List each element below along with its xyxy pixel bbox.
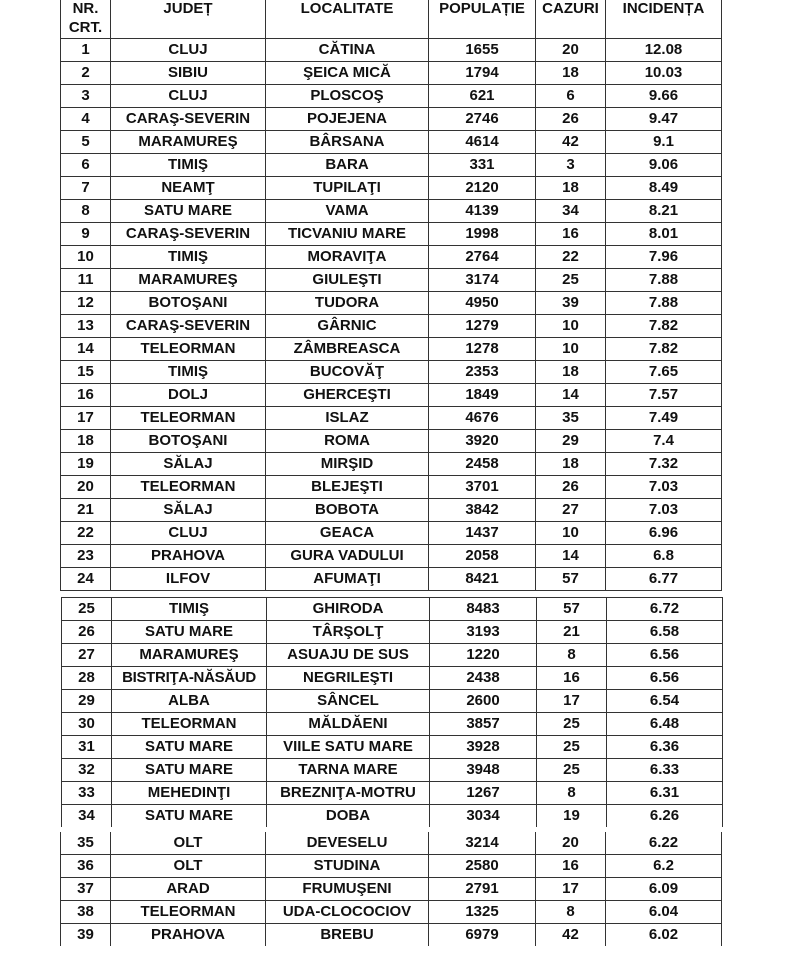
table-row <box>62 736 723 759</box>
cell-localitate: GHIRODA <box>267 598 430 621</box>
cell-cazuri: 42 <box>536 924 606 947</box>
cell-judet: OLT <box>111 855 266 878</box>
table-row <box>61 177 722 200</box>
cell-incidenta: 7.82 <box>606 315 722 338</box>
cell-judet: SATU MARE <box>111 200 266 223</box>
cell-incidenta: 7.4 <box>606 430 722 453</box>
cell-localitate: MORAVIŢA <box>266 246 429 269</box>
cell-judet: SIBIU <box>111 62 266 85</box>
cell-incidenta: 6.02 <box>606 924 722 947</box>
cell-judet: MEHEDINŢI <box>112 782 267 805</box>
cell-cazuri: 27 <box>536 499 606 522</box>
cell-incidenta: 6.8 <box>606 545 722 568</box>
cell-judet: CARAŞ-SEVERIN <box>111 108 266 131</box>
table-row <box>61 269 722 292</box>
cell-populatie: 3857 <box>430 713 537 736</box>
cell-cazuri: 20 <box>536 39 606 62</box>
cell-judet: PRAHOVA <box>111 545 266 568</box>
cell-incidenta: 6.26 <box>607 805 723 828</box>
cell-cazuri: 14 <box>536 384 606 407</box>
cell-populatie: 1325 <box>429 901 536 924</box>
cell-populatie: 621 <box>429 85 536 108</box>
cell-nr: 24 <box>61 568 111 591</box>
cell-populatie: 2580 <box>429 855 536 878</box>
cell-localitate: GURA VADULUI <box>266 545 429 568</box>
cell-nr: 12 <box>61 292 111 315</box>
cell-judet: ARAD <box>111 878 266 901</box>
cell-nr: 15 <box>61 361 111 384</box>
cell-judet: CARAŞ-SEVERIN <box>111 223 266 246</box>
cell-cazuri: 25 <box>537 759 607 782</box>
table-row <box>62 690 723 713</box>
cell-populatie: 3920 <box>429 430 536 453</box>
table-row <box>61 39 722 62</box>
cell-populatie: 1849 <box>429 384 536 407</box>
cell-incidenta: 6.31 <box>607 782 723 805</box>
cell-nr: 11 <box>61 269 111 292</box>
cell-judet: CLUJ <box>111 39 266 62</box>
table-row <box>61 430 722 453</box>
cell-judet: BOTOŞANI <box>111 430 266 453</box>
cell-populatie: 4676 <box>429 407 536 430</box>
cell-incidenta: 6.48 <box>607 713 723 736</box>
cell-incidenta: 6.04 <box>606 901 722 924</box>
cell-populatie: 3948 <box>430 759 537 782</box>
cell-localitate: AFUMAŢI <box>266 568 429 591</box>
cell-localitate: ŞEICA MICĂ <box>266 62 429 85</box>
cell-populatie: 1267 <box>430 782 537 805</box>
cell-nr: 10 <box>61 246 111 269</box>
cell-localitate: TÂRŞOLŢ <box>267 621 430 644</box>
table-row <box>62 759 723 782</box>
cell-nr: 1 <box>61 39 111 62</box>
table-row <box>61 131 722 154</box>
table-header-row <box>61 0 722 39</box>
cell-judet: ILFOV <box>111 568 266 591</box>
cell-localitate: ASUAJU DE SUS <box>267 644 430 667</box>
table-row <box>61 924 722 947</box>
cell-judet: NEAMŢ <box>111 177 266 200</box>
header-localitate: LOCALITATE <box>266 0 429 39</box>
cell-localitate: BÂRSANA <box>266 131 429 154</box>
cell-judet: MARAMUREŞ <box>112 644 267 667</box>
cell-cazuri: 16 <box>536 223 606 246</box>
table-row <box>62 644 723 667</box>
cell-localitate: POJEJENA <box>266 108 429 131</box>
cell-judet: SATU MARE <box>112 805 267 828</box>
cell-nr: 26 <box>62 621 112 644</box>
cell-cazuri: 8 <box>536 901 606 924</box>
table-row <box>61 901 722 924</box>
cell-cazuri: 3 <box>536 154 606 177</box>
cell-nr: 37 <box>61 878 111 901</box>
cell-judet: BOTOŞANI <box>111 292 266 315</box>
table-row <box>62 621 723 644</box>
cell-localitate: UDA-CLOCOCIOV <box>266 901 429 924</box>
table-row <box>61 361 722 384</box>
cell-populatie: 2120 <box>429 177 536 200</box>
cell-incidenta: 9.1 <box>606 131 722 154</box>
cell-cazuri: 17 <box>536 878 606 901</box>
header-populatie: POPULAȚIE <box>429 0 536 39</box>
cell-judet: TELEORMAN <box>111 901 266 924</box>
cell-nr: 9 <box>61 223 111 246</box>
cell-cazuri: 8 <box>537 782 607 805</box>
cell-incidenta: 8.01 <box>606 223 722 246</box>
cell-judet: TELEORMAN <box>112 713 267 736</box>
cell-judet: TELEORMAN <box>111 338 266 361</box>
cell-nr: 14 <box>61 338 111 361</box>
cell-nr: 39 <box>61 924 111 947</box>
cell-incidenta: 6.56 <box>607 667 723 690</box>
cell-localitate: DOBA <box>267 805 430 828</box>
cell-cazuri: 18 <box>536 177 606 200</box>
cell-populatie: 1655 <box>429 39 536 62</box>
cell-localitate: ZÂMBREASCA <box>266 338 429 361</box>
cell-localitate: BARA <box>266 154 429 177</box>
cell-cazuri: 10 <box>536 338 606 361</box>
cell-cazuri: 25 <box>536 269 606 292</box>
cell-cazuri: 39 <box>536 292 606 315</box>
cell-incidenta: 9.47 <box>606 108 722 131</box>
cell-nr: 3 <box>61 85 111 108</box>
header-cazuri: CAZURI <box>536 0 606 39</box>
cell-judet: DOLJ <box>111 384 266 407</box>
cell-populatie: 3701 <box>429 476 536 499</box>
header-nr-line2: CRT. <box>68 19 103 36</box>
cell-incidenta: 8.21 <box>606 200 722 223</box>
cell-incidenta: 7.88 <box>606 269 722 292</box>
cell-populatie: 1220 <box>430 644 537 667</box>
cell-nr: 21 <box>61 499 111 522</box>
cell-nr: 7 <box>61 177 111 200</box>
cell-populatie: 1279 <box>429 315 536 338</box>
cell-populatie: 4950 <box>429 292 536 315</box>
cell-nr: 17 <box>61 407 111 430</box>
cell-incidenta: 6.22 <box>606 832 722 855</box>
table-row <box>62 805 723 828</box>
cell-localitate: MĂLDĂENI <box>267 713 430 736</box>
cell-cazuri: 21 <box>537 621 607 644</box>
cell-cazuri: 34 <box>536 200 606 223</box>
cell-localitate: NEGRILEŞTI <box>267 667 430 690</box>
table-row <box>61 223 722 246</box>
cell-judet: SĂLAJ <box>111 499 266 522</box>
incidence-table-part-3 <box>60 832 722 946</box>
table-row <box>61 878 722 901</box>
cell-nr: 19 <box>61 453 111 476</box>
table-row <box>61 384 722 407</box>
cell-nr: 4 <box>61 108 111 131</box>
cell-nr: 8 <box>61 200 111 223</box>
cell-populatie: 1794 <box>429 62 536 85</box>
cell-incidenta: 6.56 <box>607 644 723 667</box>
cell-populatie: 2458 <box>429 453 536 476</box>
table-row <box>61 62 722 85</box>
cell-populatie: 2764 <box>429 246 536 269</box>
cell-localitate: FRUMUŞENI <box>266 878 429 901</box>
cell-cazuri: 20 <box>536 832 606 855</box>
cell-populatie: 3928 <box>430 736 537 759</box>
cell-populatie: 1998 <box>429 223 536 246</box>
table-row <box>61 522 722 545</box>
cell-cazuri: 25 <box>537 713 607 736</box>
cell-judet: BISTRIŢA-NĂSĂUD <box>112 667 267 690</box>
cell-judet: SATU MARE <box>112 621 267 644</box>
cell-incidenta: 6.33 <box>607 759 723 782</box>
cell-cazuri: 18 <box>536 361 606 384</box>
cell-populatie: 3034 <box>430 805 537 828</box>
table-row <box>62 713 723 736</box>
cell-judet: CARAŞ-SEVERIN <box>111 315 266 338</box>
cell-incidenta: 9.66 <box>606 85 722 108</box>
cell-judet: CLUJ <box>111 85 266 108</box>
cell-populatie: 2353 <box>429 361 536 384</box>
cell-nr: 5 <box>61 131 111 154</box>
cell-populatie: 3193 <box>430 621 537 644</box>
table-row <box>61 200 722 223</box>
header-incidenta: INCIDENȚA <box>606 0 722 39</box>
cell-cazuri: 18 <box>536 453 606 476</box>
cell-incidenta: 8.49 <box>606 177 722 200</box>
cell-incidenta: 6.54 <box>607 690 723 713</box>
cell-cazuri: 16 <box>536 855 606 878</box>
cell-localitate: GÂRNIC <box>266 315 429 338</box>
header-nr-line1: NR. <box>72 0 99 17</box>
cell-cazuri: 35 <box>536 407 606 430</box>
cell-localitate: DEVESELU <box>266 832 429 855</box>
cell-incidenta: 6.2 <box>606 855 722 878</box>
cell-judet: MARAMUREŞ <box>111 131 266 154</box>
cell-incidenta: 12.08 <box>606 39 722 62</box>
cell-incidenta: 7.03 <box>606 499 722 522</box>
table-row <box>61 855 722 878</box>
table-row <box>61 85 722 108</box>
cell-cazuri: 10 <box>536 315 606 338</box>
table-row <box>62 782 723 805</box>
table-row <box>62 667 723 690</box>
cell-populatie: 2600 <box>430 690 537 713</box>
cell-nr: 38 <box>61 901 111 924</box>
cell-incidenta: 7.32 <box>606 453 722 476</box>
cell-nr: 13 <box>61 315 111 338</box>
cell-nr: 32 <box>62 759 112 782</box>
cell-localitate: GEACA <box>266 522 429 545</box>
cell-nr: 34 <box>62 805 112 828</box>
cell-localitate: MIRŞID <box>266 453 429 476</box>
cell-localitate: ISLAZ <box>266 407 429 430</box>
cell-localitate: GIULEŞTI <box>266 269 429 292</box>
cell-localitate: TARNA MARE <box>267 759 430 782</box>
cell-judet: TIMIŞ <box>111 246 266 269</box>
cell-cazuri: 8 <box>537 644 607 667</box>
cell-cazuri: 22 <box>536 246 606 269</box>
cell-localitate: BREZNIŢA-MOTRU <box>267 782 430 805</box>
cell-nr: 2 <box>61 62 111 85</box>
cell-localitate: SÂNCEL <box>267 690 430 713</box>
cell-localitate: BOBOTA <box>266 499 429 522</box>
cell-cazuri: 17 <box>537 690 607 713</box>
cell-nr: 30 <box>62 713 112 736</box>
cell-incidenta: 7.82 <box>606 338 722 361</box>
cell-judet: ALBA <box>112 690 267 713</box>
cell-populatie: 3174 <box>429 269 536 292</box>
cell-nr: 6 <box>61 154 111 177</box>
cell-incidenta: 6.96 <box>606 522 722 545</box>
cell-localitate: TICVANIU MARE <box>266 223 429 246</box>
cell-populatie: 4614 <box>429 131 536 154</box>
cell-cazuri: 18 <box>536 62 606 85</box>
cell-populatie: 331 <box>429 154 536 177</box>
table-row <box>61 246 722 269</box>
table-row <box>61 407 722 430</box>
table-row <box>61 315 722 338</box>
table-row <box>62 598 723 621</box>
cell-incidenta: 6.58 <box>607 621 723 644</box>
header-judet: JUDEȚ <box>111 0 266 39</box>
cell-nr: 35 <box>61 832 111 855</box>
table-row <box>61 108 722 131</box>
cell-populatie: 8483 <box>430 598 537 621</box>
cell-cazuri: 29 <box>536 430 606 453</box>
cell-populatie: 1437 <box>429 522 536 545</box>
cell-nr: 31 <box>62 736 112 759</box>
cell-incidenta: 6.36 <box>607 736 723 759</box>
cell-populatie: 3842 <box>429 499 536 522</box>
cell-judet: CLUJ <box>111 522 266 545</box>
cell-cazuri: 57 <box>537 598 607 621</box>
cell-populatie: 2058 <box>429 545 536 568</box>
cell-populatie: 2438 <box>430 667 537 690</box>
cell-cazuri: 6 <box>536 85 606 108</box>
cell-cazuri: 10 <box>536 522 606 545</box>
table-row <box>61 832 722 855</box>
cell-judet: MARAMUREŞ <box>111 269 266 292</box>
table-row <box>61 476 722 499</box>
cell-nr: 28 <box>62 667 112 690</box>
cell-cazuri: 16 <box>537 667 607 690</box>
cell-incidenta: 6.09 <box>606 878 722 901</box>
table-row <box>61 453 722 476</box>
incidence-table-part-1 <box>60 0 722 591</box>
cell-cazuri: 14 <box>536 545 606 568</box>
cell-judet: SĂLAJ <box>111 453 266 476</box>
cell-incidenta: 7.03 <box>606 476 722 499</box>
cell-nr: 20 <box>61 476 111 499</box>
cell-incidenta: 9.06 <box>606 154 722 177</box>
cell-localitate: GHERCEŞTI <box>266 384 429 407</box>
cell-incidenta: 7.96 <box>606 246 722 269</box>
table-row <box>61 154 722 177</box>
cell-judet: PRAHOVA <box>111 924 266 947</box>
cell-populatie: 4139 <box>429 200 536 223</box>
cell-nr: 23 <box>61 545 111 568</box>
cell-populatie: 6979 <box>429 924 536 947</box>
cell-cazuri: 25 <box>537 736 607 759</box>
cell-nr: 25 <box>62 598 112 621</box>
cell-judet: OLT <box>111 832 266 855</box>
table-row <box>61 545 722 568</box>
cell-populatie: 1278 <box>429 338 536 361</box>
cell-populatie: 2746 <box>429 108 536 131</box>
cell-localitate: VIILE SATU MARE <box>267 736 430 759</box>
cell-nr: 36 <box>61 855 111 878</box>
cell-judet: SATU MARE <box>112 736 267 759</box>
cell-incidenta: 7.88 <box>606 292 722 315</box>
cell-localitate: STUDINA <box>266 855 429 878</box>
cell-incidenta: 10.03 <box>606 62 722 85</box>
cell-nr: 16 <box>61 384 111 407</box>
cell-localitate: CĂTINA <box>266 39 429 62</box>
cell-cazuri: 57 <box>536 568 606 591</box>
cell-nr: 33 <box>62 782 112 805</box>
cell-judet: TELEORMAN <box>111 407 266 430</box>
cell-cazuri: 26 <box>536 476 606 499</box>
cell-populatie: 8421 <box>429 568 536 591</box>
header-nr-crt <box>61 0 111 39</box>
cell-cazuri: 26 <box>536 108 606 131</box>
cell-cazuri: 19 <box>537 805 607 828</box>
cell-localitate: VAMA <box>266 200 429 223</box>
cell-judet: TIMIŞ <box>112 598 267 621</box>
cell-localitate: PLOSCOŞ <box>266 85 429 108</box>
cell-judet: TELEORMAN <box>111 476 266 499</box>
cell-incidenta: 7.65 <box>606 361 722 384</box>
cell-incidenta: 7.57 <box>606 384 722 407</box>
cell-nr: 22 <box>61 522 111 545</box>
cell-judet: TIMIŞ <box>111 154 266 177</box>
cell-populatie: 2791 <box>429 878 536 901</box>
table-row <box>61 292 722 315</box>
cell-nr: 29 <box>62 690 112 713</box>
cell-incidenta: 6.72 <box>607 598 723 621</box>
cell-localitate: BREBU <box>266 924 429 947</box>
cell-incidenta: 7.49 <box>606 407 722 430</box>
incidence-table-part-2 <box>61 597 723 827</box>
cell-cazuri: 42 <box>536 131 606 154</box>
cell-judet: SATU MARE <box>112 759 267 782</box>
cell-localitate: BLEJEŞTI <box>266 476 429 499</box>
cell-localitate: BUCOVĂŢ <box>266 361 429 384</box>
table-row <box>61 568 722 591</box>
cell-localitate: TUPILAŢI <box>266 177 429 200</box>
cell-populatie: 3214 <box>429 832 536 855</box>
cell-localitate: TUDORA <box>266 292 429 315</box>
cell-localitate: ROMA <box>266 430 429 453</box>
cell-nr: 18 <box>61 430 111 453</box>
cell-nr: 27 <box>62 644 112 667</box>
cell-incidenta: 6.77 <box>606 568 722 591</box>
table-row <box>61 499 722 522</box>
cell-judet: TIMIŞ <box>111 361 266 384</box>
table-row <box>61 338 722 361</box>
